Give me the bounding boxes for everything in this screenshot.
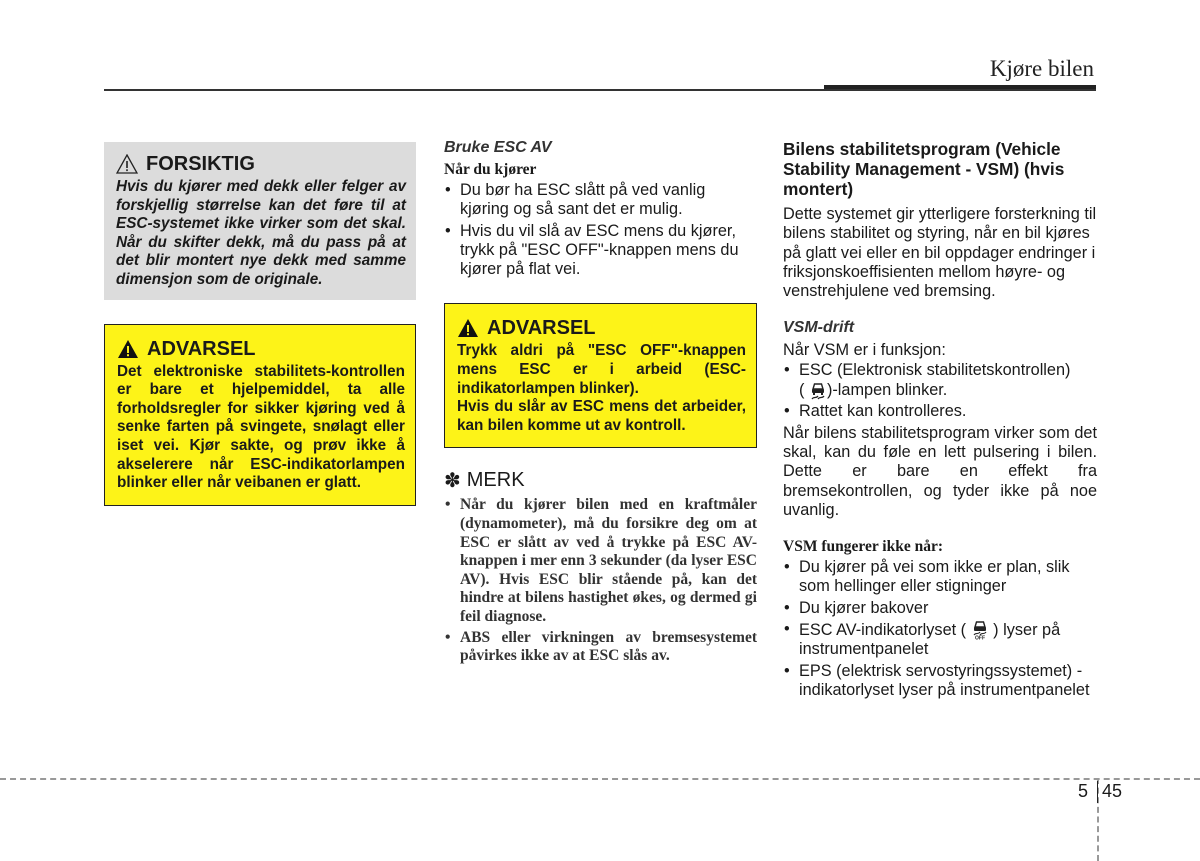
column-right xyxy=(783,139,1097,702)
esc-skid-icon xyxy=(809,380,827,400)
warning-box-1 xyxy=(104,324,416,506)
esc-off-heading: Bruke ESC AV xyxy=(444,139,552,156)
vsm-drift-intro: Når VSM er i funksjon: xyxy=(783,341,946,360)
merk-list xyxy=(444,496,757,665)
merk-section xyxy=(444,468,757,665)
esc-off-icon xyxy=(971,620,989,640)
header-rule xyxy=(104,89,1096,91)
caution-text: Hvis du kjører med dekk eller felger av forskjellig størrelse kan det føre til at ESC-systemet ikke virker som det skal. Når du skifter dekk, må du pass på at det blir montert nye dekk med samme dimensjon som de originale. xyxy=(116,178,406,288)
vsm-not-list xyxy=(783,558,1097,700)
list-item: • Når du kjører bilen med en kraftmåler (dynamometer), må du forsikre deg om at ESC er slått av ved å trykke på ESC AV-knappen i mer enn 3 sekunder (da lyser ESC AV). Hvis ESC blir stående på, kan det hindre at bilens hastighet økes, og dermed gi feil diagnose. xyxy=(444,496,757,626)
vsm-intro: Dette systemet gir ytterligere forsterkning til bilens stabilitet og styring, når en bil kjøres på glatt vei eller en bil oppdager endringer i friksjonskoeffisienten mellom høyre- og venstrehjulene ved bremsing. xyxy=(783,205,1097,301)
esc-off-icon-label: OFF xyxy=(974,635,985,641)
page-number: 45 xyxy=(1102,781,1123,801)
list-item xyxy=(783,361,1097,401)
footer-rule xyxy=(0,778,1200,780)
vsm-title: Bilens stabilitetsprogram (Vehicle Stability Management - VSM) (hvis montert) xyxy=(783,139,1065,199)
vsm-drift-bullet1-open: ( xyxy=(799,381,805,400)
column-left xyxy=(104,142,416,506)
list-item: • Rattet kan kontrolleres. xyxy=(783,402,1097,421)
vsm-drift-bullet1-a: ESC (Elektronisk stabilitetskontrollen) xyxy=(799,360,1071,379)
note-star-icon: ✽ xyxy=(444,470,461,493)
caution-triangle-icon xyxy=(116,154,138,174)
list-item: • Du kjører på vei som ikke er plan, slik som hellinger eller stigninger xyxy=(783,558,1097,597)
vsm-not-bullet3-a: ESC AV-indikatorlyset ( xyxy=(799,621,967,640)
list-item: • EPS (elektrisk servostyringssystemet) - indikatorlyset lyser på instrumentpanelet xyxy=(783,662,1097,701)
warning-box-1-header xyxy=(117,337,405,361)
esc-off-subheading: Når du kjører xyxy=(444,161,537,178)
page-number-divider xyxy=(1097,781,1098,803)
merk-header xyxy=(444,468,757,493)
chapter-number: 5 xyxy=(1078,781,1089,801)
list-item: • ABS eller virkningen av bremsesystemet påvirkes ikke av at ESC slås av. xyxy=(444,629,757,666)
vsm-drift-bullet1-b: )-lampen blinker. xyxy=(826,381,948,400)
warning-box-2-para2: Hvis du slår av ESC mens det arbeider, kan bilen komme ut av kontroll. xyxy=(457,398,746,434)
caution-box xyxy=(104,142,416,300)
warning-box-2-para1: Trykk aldri på "ESC OFF"-knappen mens ESC er i arbeid (ESC-indikatorlampen blinker). xyxy=(457,342,746,397)
list-item: • Du bør ha ESC slått på ved vanlig kjøring og så sant det er mulig. xyxy=(444,181,757,220)
list-item: • Hvis du vil slå av ESC mens du kjører, trykk på "ESC OFF"-knappen mens du kjører på flat vei. xyxy=(444,222,757,280)
esc-off-list xyxy=(444,181,757,279)
warning-box-2-title: ADVARSEL xyxy=(487,317,596,340)
caution-title: FORSIKTIG xyxy=(146,153,255,175)
warning-triangle-icon xyxy=(117,339,139,359)
vsm-drift-list xyxy=(783,361,1097,422)
caution-box-header xyxy=(116,152,406,176)
list-item: • Du kjører bakover xyxy=(783,599,1097,618)
warning-box-2-header xyxy=(457,316,746,340)
vsm-drift-paragraph: Når bilens stabilitetsprogram virker som det skal, kan du føle en lett pulsering i bilen. Dette er bare en effekt fra bremsekontrollen, og tyder ikke på noe uvanlig. xyxy=(783,423,1097,519)
warning-box-1-title: ADVARSEL xyxy=(147,337,256,360)
warning-box-1-text: Det elektroniske stabilitets-kontrollen er bare et hjelpemiddel, ta alle forholdsregler for sikker kjøring ved å senke farten på svingete, snølagt eller iset vei. Kjør sakte, og prøv ikke å akselerere når ESC-indikatorlampen blinker eller når veibanen er glatt. xyxy=(117,362,405,492)
warning-box-2 xyxy=(444,303,757,448)
vsm-not-bullet3-b: ) lyser på instrumentpanelet xyxy=(799,621,1061,659)
warning-triangle-icon xyxy=(457,318,479,338)
vsm-not-heading: VSM fungerer ikke når: xyxy=(783,538,944,556)
list-item xyxy=(783,620,1097,660)
vsm-drift-heading: VSM-drift xyxy=(783,319,855,337)
page-header-title: Kjøre bilen xyxy=(989,56,1094,81)
column-middle xyxy=(444,139,757,668)
merk-title: MERK xyxy=(466,469,525,492)
